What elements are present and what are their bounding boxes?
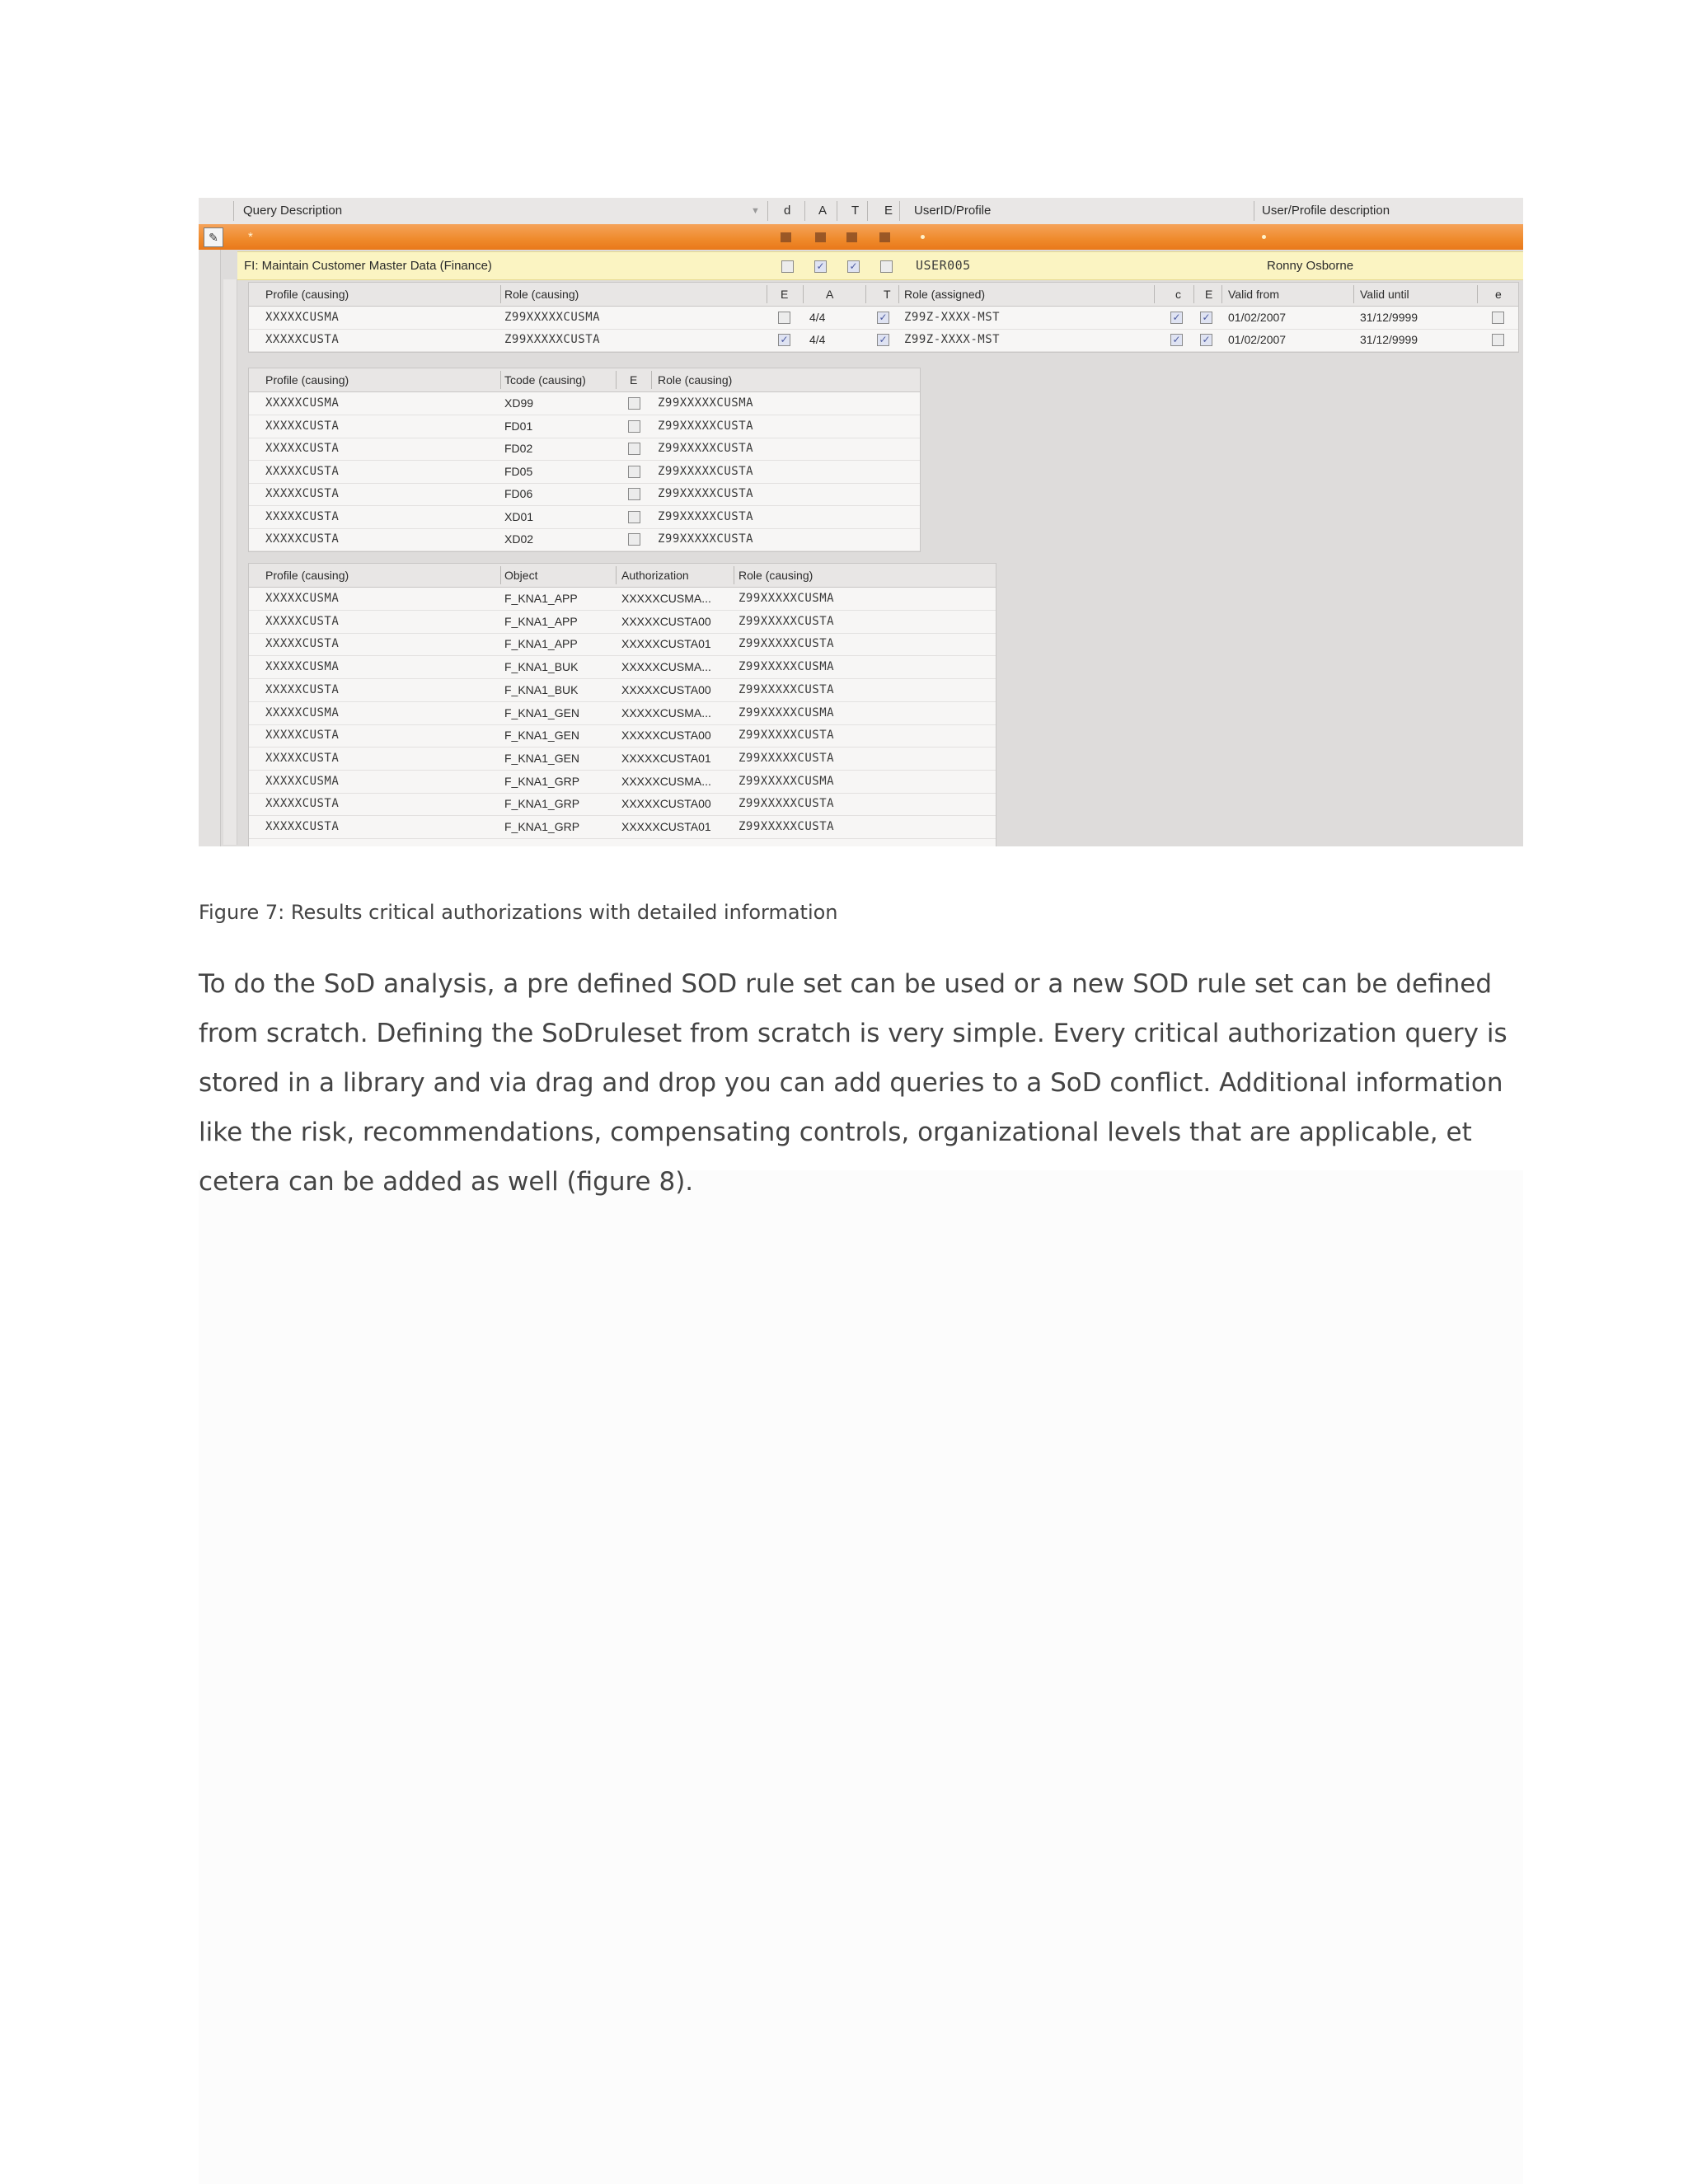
tcode-value: XD01: [504, 509, 534, 523]
object-profile: XXXXXCUSMA: [265, 592, 340, 605]
roles-profile: XXXXXCUSMA: [265, 311, 340, 324]
object-authorization: XXXXXCUSMA...: [621, 660, 711, 674]
tcode-value: XD99: [504, 396, 534, 410]
table-row[interactable]: [249, 588, 996, 611]
roles-role: Z99XXXXXCUSMA: [504, 311, 601, 324]
roles-e2-checkbox[interactable]: ✓: [1200, 312, 1212, 324]
table-row[interactable]: [249, 461, 920, 484]
roles-header-valid-from[interactable]: Valid from: [1228, 288, 1279, 301]
object-role: Z99XXXXXCUSMA: [738, 705, 835, 719]
object-authorization: XXXXXCUSTA01: [621, 637, 711, 651]
table-row[interactable]: [249, 633, 996, 656]
roles-valid-from: 01/02/2007: [1228, 311, 1287, 324]
object-authorization: XXXXXCUSTA00: [621, 614, 711, 628]
table-row[interactable]: [249, 438, 920, 461]
table-row[interactable]: [249, 816, 996, 839]
tcode-role: Z99XXXXXCUSMA: [658, 396, 754, 410]
object-value: F_KNA1_BUK: [504, 682, 579, 696]
object-value: F_KNA1_APP: [504, 637, 578, 651]
tcode-profile: XXXXXCUSTA: [265, 509, 340, 523]
page-background: [199, 1170, 1523, 2184]
table-row[interactable]: [249, 724, 996, 748]
roles-header-valid-until[interactable]: Valid until: [1360, 288, 1409, 301]
table-row[interactable]: [249, 611, 996, 634]
object-profile: XXXXXCUSTA: [265, 614, 340, 628]
roles-header-e[interactable]: E: [781, 288, 789, 301]
tcode-table-header: [249, 368, 920, 392]
object-authorization: XXXXXCUSTA00: [621, 797, 711, 811]
object-authorization: XXXXXCUSMA...: [621, 774, 711, 788]
table-row[interactable]: [249, 392, 920, 415]
authorization-results-screenshot: [199, 198, 1523, 846]
roles-assigned: Z99Z-XXXX-MST: [904, 311, 1001, 324]
roles-assigned: Z99Z-XXXX-MST: [904, 333, 1001, 346]
roles-e3-checkbox[interactable]: [1492, 312, 1504, 324]
object-profile: XXXXXCUSTA: [265, 729, 340, 743]
object-header-object[interactable]: Object: [504, 569, 538, 582]
roles-header-t[interactable]: T: [884, 288, 891, 301]
tcode-role: Z99XXXXXCUSTA: [658, 442, 754, 455]
tcode-profile: XXXXXCUSTA: [265, 464, 340, 478]
table-row[interactable]: [249, 329, 1518, 352]
tcode-value: FD02: [504, 442, 533, 455]
object-value: F_KNA1_APP: [504, 592, 578, 605]
roles-c-checkbox[interactable]: ✓: [1170, 312, 1183, 324]
object-header-profile[interactable]: Profile (causing): [265, 569, 349, 582]
object-header-role[interactable]: Role (causing): [738, 569, 814, 582]
object-authorization: XXXXXCUSTA00: [621, 682, 711, 696]
table-row[interactable]: [249, 748, 996, 771]
tcode-header-tcode[interactable]: Tcode (causing): [504, 373, 586, 387]
header-userid-profile[interactable]: UserID/Profile: [914, 204, 992, 218]
tcode-role: Z99XXXXXCUSTA: [658, 509, 754, 523]
filter-icon[interactable]: ▼: [751, 206, 760, 216]
roles-role: Z99XXXXXCUSTA: [504, 333, 601, 346]
roles-header-a[interactable]: A: [826, 288, 834, 301]
object-role: Z99XXXXXCUSTA: [738, 751, 835, 765]
roles-table: [248, 282, 1519, 353]
tcode-value: XD02: [504, 532, 534, 546]
filter-row-marker: *: [248, 230, 253, 244]
filter-a-icon[interactable]: [815, 232, 826, 242]
table-row[interactable]: [249, 679, 996, 702]
table-row[interactable]: [249, 656, 996, 679]
tcode-e-checkbox[interactable]: [628, 420, 640, 433]
tcode-role: Z99XXXXXCUSTA: [658, 487, 754, 500]
tcode-e-checkbox[interactable]: [628, 397, 640, 410]
tcode-profile: XXXXXCUSTA: [265, 487, 340, 500]
header-col-e[interactable]: E: [884, 204, 893, 218]
query-user-id: USER005: [916, 258, 971, 273]
tcode-e-checkbox[interactable]: [628, 511, 640, 523]
query-row[interactable]: [237, 251, 1523, 280]
tcode-profile: XXXXXCUSTA: [265, 419, 340, 433]
table-row[interactable]: [249, 771, 996, 794]
query-t-checkbox[interactable]: ✓: [847, 260, 860, 273]
header-col-t[interactable]: T: [851, 204, 860, 218]
tcode-header-e[interactable]: E: [630, 373, 638, 387]
tcode-e-checkbox[interactable]: [628, 466, 640, 478]
table-row[interactable]: [249, 528, 920, 551]
object-role: Z99XXXXXCUSTA: [738, 614, 835, 628]
query-e-checkbox[interactable]: [880, 260, 893, 273]
object-authorization: XXXXXCUSTA00: [621, 729, 711, 743]
filter-user-marker: [921, 235, 925, 239]
tcode-profile: XXXXXCUSTA: [265, 532, 340, 546]
object-profile: XXXXXCUSTA: [265, 751, 340, 765]
tcode-profile: XXXXXCUSMA: [265, 396, 340, 410]
body-paragraph: To do the SoD analysis, a pre defined SOD rule set can be used or a new SOD rule set can be defined from scratch. Defining the SoDruleset from scratch is very simple. Every critical authorization query is stored in a library and via drag and drop you can add queries to a SoD conflict. Additional information like the risk, recommendations, compensating controls, organizational levels that are applicable, et cetera can be added as well (figure 8).: [199, 969, 1507, 1197]
object-role: Z99XXXXXCUSTA: [738, 797, 835, 811]
roles-e3-checkbox[interactable]: [1492, 334, 1504, 346]
roles-header-e3[interactable]: e: [1495, 288, 1502, 301]
table-row[interactable]: [249, 307, 1518, 330]
query-user-description: Ronny Osborne: [1267, 259, 1354, 273]
table-row[interactable]: [249, 702, 996, 725]
query-a-checkbox[interactable]: ✓: [814, 260, 827, 273]
object-value: F_KNA1_GRP: [504, 820, 580, 833]
object-value: F_KNA1_GEN: [504, 729, 580, 743]
roles-t-checkbox[interactable]: ✓: [877, 334, 889, 346]
roles-profile: XXXXXCUSTA: [265, 333, 340, 346]
figure-caption: Figure 7: Results critical authorizations with detailed information: [199, 901, 838, 924]
object-value: F_KNA1_BUK: [504, 660, 579, 674]
filter-desc-marker: [1262, 235, 1266, 239]
tcode-profile: XXXXXCUSTA: [265, 442, 340, 455]
object-table-header: [249, 564, 996, 588]
tcode-e-checkbox[interactable]: [628, 533, 640, 546]
tcode-e-checkbox[interactable]: [628, 443, 640, 455]
object-role: Z99XXXXXCUSTA: [738, 682, 835, 696]
roles-header-profile[interactable]: Profile (causing): [265, 288, 349, 301]
roles-e2-checkbox[interactable]: ✓: [1200, 334, 1212, 346]
object-value: F_KNA1_GRP: [504, 797, 580, 811]
object-role: Z99XXXXXCUSMA: [738, 592, 835, 605]
object-value: F_KNA1_APP: [504, 614, 578, 628]
roles-table-header: [249, 283, 1518, 307]
object-profile: XXXXXCUSMA: [265, 774, 340, 788]
header-user-profile-description[interactable]: User/Profile description: [1262, 204, 1390, 218]
roles-t-checkbox[interactable]: ✓: [877, 312, 889, 324]
row-gutter: [199, 250, 221, 846]
object-value: F_KNA1_GEN: [504, 705, 580, 719]
object-role: Z99XXXXXCUSMA: [738, 774, 835, 788]
filter-d-icon[interactable]: [781, 232, 791, 242]
table-row[interactable]: [249, 793, 996, 816]
object-profile: XXXXXCUSMA: [265, 660, 340, 674]
object-profile: XXXXXCUSMA: [265, 705, 340, 719]
object-profile: XXXXXCUSTA: [265, 820, 340, 833]
tcode-header-role[interactable]: Role (causing): [658, 373, 733, 387]
detail-gutter: [223, 279, 237, 845]
roles-header-c[interactable]: c: [1175, 288, 1181, 301]
header-col-a[interactable]: A: [818, 204, 828, 218]
object-role: Z99XXXXXCUSTA: [738, 729, 835, 743]
header-col-d[interactable]: d: [784, 204, 791, 218]
object-profile: XXXXXCUSTA: [265, 682, 340, 696]
filter-e-icon[interactable]: [879, 232, 890, 242]
object-header-authorization[interactable]: Authorization: [621, 569, 689, 582]
object-authorization: XXXXXCUSTA01: [621, 751, 711, 765]
filter-t-icon[interactable]: [846, 232, 857, 242]
tcode-value: FD01: [504, 419, 533, 433]
tcode-e-checkbox[interactable]: [628, 488, 640, 500]
object-authorization: XXXXXCUSMA...: [621, 705, 711, 719]
object-role: Z99XXXXXCUSTA: [738, 637, 835, 651]
roles-valid-until: 31/12/9999: [1360, 311, 1418, 324]
object-role: Z99XXXXXCUSTA: [738, 820, 835, 833]
roles-a: 4/4: [809, 311, 826, 324]
tcode-role: Z99XXXXXCUSTA: [658, 532, 754, 546]
object-role: Z99XXXXXCUSMA: [738, 660, 835, 674]
roles-e-checkbox[interactable]: [778, 312, 790, 324]
header-query-description[interactable]: Query Description: [243, 204, 343, 218]
roles-valid-from: 01/02/2007: [1228, 333, 1287, 346]
table-row[interactable]: [249, 506, 920, 529]
roles-c-checkbox[interactable]: ✓: [1170, 334, 1183, 346]
object-table: [248, 563, 996, 846]
tcode-value: FD06: [504, 487, 533, 500]
tcode-header-profile[interactable]: Profile (causing): [265, 373, 349, 387]
object-value: F_KNA1_GRP: [504, 774, 580, 788]
table-row[interactable]: [249, 483, 920, 506]
object-profile: XXXXXCUSTA: [265, 637, 340, 651]
roles-a: 4/4: [809, 333, 826, 346]
roles-e-checkbox[interactable]: ✓: [778, 334, 790, 346]
tcode-role: Z99XXXXXCUSTA: [658, 464, 754, 478]
table-row[interactable]: [249, 415, 920, 438]
roles-header-role[interactable]: Role (causing): [504, 288, 579, 301]
object-authorization: XXXXXCUSMA...: [621, 592, 711, 605]
filter-row[interactable]: [199, 224, 1523, 250]
tcode-value: FD05: [504, 464, 533, 478]
roles-valid-until: 31/12/9999: [1360, 333, 1418, 346]
results-grid-header: [199, 198, 1523, 225]
object-profile: XXXXXCUSTA: [265, 797, 340, 811]
query-d-checkbox[interactable]: [781, 260, 794, 273]
tcode-role: Z99XXXXXCUSTA: [658, 419, 754, 433]
query-description: FI: Maintain Customer Master Data (Finance): [244, 259, 492, 273]
tcode-table: [248, 368, 921, 552]
edit-icon[interactable]: ✎: [204, 227, 223, 247]
roles-header-e2[interactable]: E: [1205, 288, 1213, 301]
object-authorization: XXXXXCUSTA01: [621, 820, 711, 833]
object-value: F_KNA1_GEN: [504, 751, 580, 765]
roles-header-assigned[interactable]: Role (assigned): [904, 288, 986, 301]
